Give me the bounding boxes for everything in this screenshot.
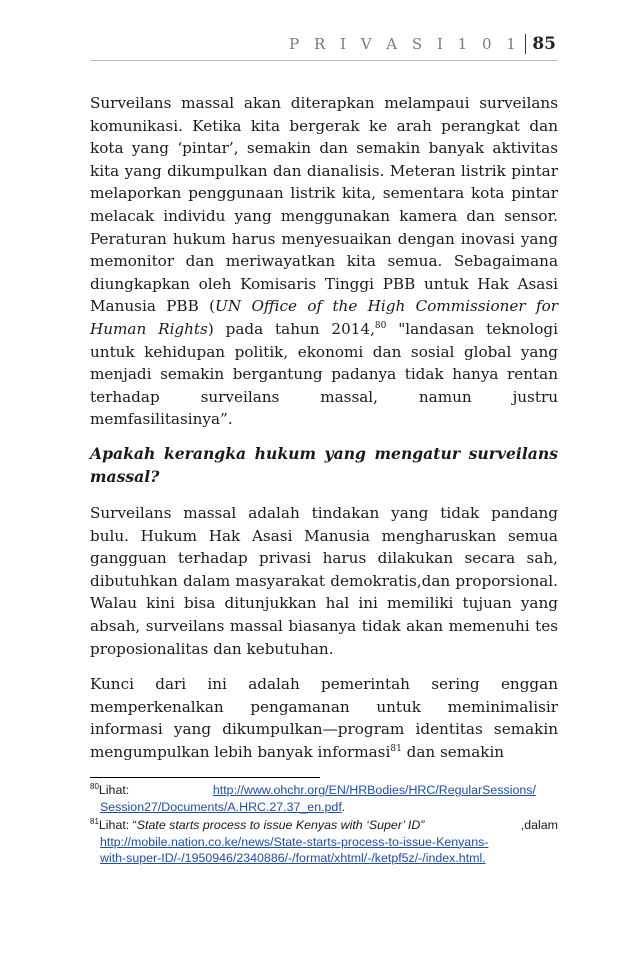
footnote-trail: . <box>341 799 346 814</box>
paragraph-1-text-b: ) pada tahun 2014, <box>207 319 375 338</box>
page-header <box>289 30 556 58</box>
paragraph-3-text-a: Kunci dari ini adalah pemerintah sering enggan memperkenalkan pengamanan untuk meminimalisir informasi yang dikumpulkan—program identitas semakin mengumpulkan lebih banyak informasi <box>90 675 558 762</box>
paragraph-2: Surveilans massal adalah tindakan yang tidak pandang bulu. Hukum Hak Asasi Manusia mengharuskan semua gangguan terhadap privasi harus dilakukan secara sah, dibutuhkan dalam masyarakat demokratis,dan proporsional. Walau kini bisa ditunjukkan hal ini memiliki tujuan yang absah, surveilans massal biasanya tidak akan memenuhi tes proposionalitas dan kebutuhan. <box>90 504 558 658</box>
footnote-rule <box>90 777 320 778</box>
footnote-title: State starts process to issue Kenyas with ‘Super’ ID” <box>136 818 425 832</box>
footnote-link[interactable]: http://www.ohchr.org/EN/HRBodies/HRC/RegularSessions/ <box>212 783 536 797</box>
running-title: P R I V A S I 1 0 1 <box>289 35 521 53</box>
paragraph-1-text-a: Surveilans massal akan diterapkan melampaui surveilans komunikasi. Ketika kita bergerak ke arah perangkat dan kota yang ‘pintar’, semakin dan semakin banyak aktivitas kita yang dikumpulkan dan dianalisis. Meteran listrik pintar melaporkan penggunaan listrik kita, sementara kota pintar melacak individu yang menggunakan kamera dan sensor. Peraturan hukum harus menyesuaikan dengan inovasi yang memonitor dan meriwayatkan kita semua. Sebagaimana diungkapkan oleh Komisaris Tinggi PBB untuk Hak Asasi Manusia PBB ( <box>90 94 558 316</box>
main-text <box>90 92 558 764</box>
footnote-after: ,dalam <box>520 818 558 832</box>
footnote-number: 81 <box>90 816 99 826</box>
footnote-link[interactable]: http://mobile.nation.co.ke/news/State-starts-process-to-issue-Kenyans- <box>100 834 489 849</box>
paragraph-1 <box>90 92 558 431</box>
page-number: 85 <box>532 34 556 54</box>
footnote-ref-80[interactable]: 80 <box>374 320 387 331</box>
header-rule <box>90 60 558 61</box>
footnote-number: 80 <box>90 781 99 791</box>
footnote-link-continued[interactable]: with-super-ID/-/1950946/2340886/-/format/xhtml/-/ketpf5z/-/index.html. <box>100 851 486 865</box>
footnote-81 <box>90 817 558 867</box>
paragraph-3-text-b: dan semakin <box>401 743 505 762</box>
paragraph-1-italic: UN Office of the High Commissioner for Human Rights <box>90 297 558 338</box>
paragraph-1-text-c: "landasan teknologi untuk kehidupan politik, ekonomi dan sosial global yang menjadi semakin bergantung padanya tidak hanya rentan terhadap surveilans massal, namun justru memfasilitasinya”. <box>90 319 558 429</box>
footnote-ref-81[interactable]: 81 <box>390 743 402 754</box>
footnotes <box>90 782 558 869</box>
section-heading: Apakah kerangka hukum yang mengatur surveilans massal? <box>90 443 558 486</box>
footnote-label: Lihat: <box>98 783 130 797</box>
footnote-label: Lihat: “ <box>98 818 137 832</box>
header-separator <box>525 34 527 54</box>
footnote-link-continued[interactable]: Session27/Documents/A.HRC.27.37_en.pdf <box>100 799 342 814</box>
footnote-80 <box>90 782 558 815</box>
paragraph-3 <box>90 673 558 763</box>
